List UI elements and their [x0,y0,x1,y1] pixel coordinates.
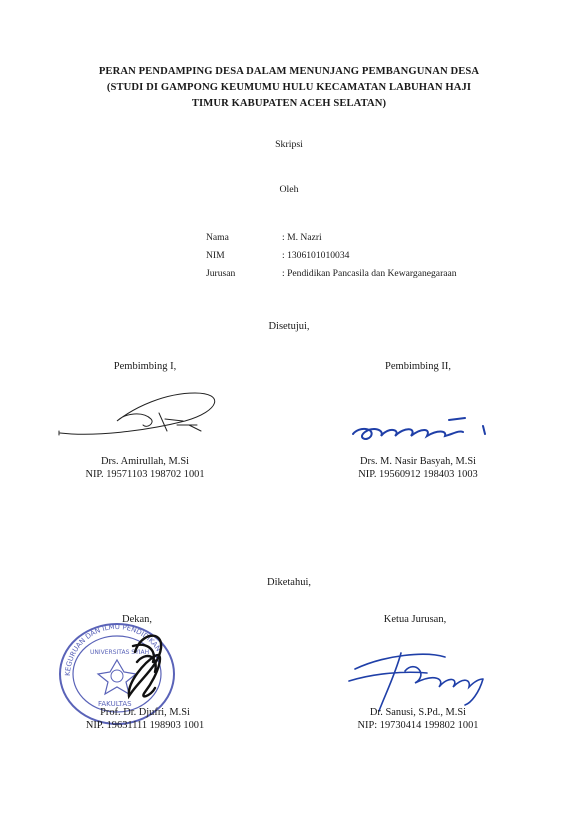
dean-role: Dekan, [121,614,153,625]
advisor1-role: Pembimbing I, [113,361,177,372]
advisor1-block [45,455,245,481]
advisor2-nip: NIP. 19560912 198403 1003 [358,469,478,480]
document-type: Skripsi [275,139,303,150]
advisor1-nip: NIP. 19571103 198702 1001 [85,469,205,480]
advisor2-role: Pembimbing II, [385,361,451,372]
head-block [318,706,518,732]
advisor1-name: Drs. Amirullah, M.Si [100,456,190,467]
head-signature [345,635,495,715]
stamp-text-top: KEGURUAN DAN ILMU PENDIDIKAN [63,622,163,677]
title-line-2: (STUDI DI GAMPONG KEUMUMU HULU KECAMATAN LABUHAN HAJI [106,82,472,93]
head-nip: NIP: 19730414 199802 1001 [357,720,479,731]
stamp-text-mid: UNIVERSITAS SYIAH [90,649,150,656]
department-label: Jurusan [206,268,236,279]
title-line-3: TIMUR KABUPATEN ACEH SELATAN) [191,98,387,109]
name-value: : M. Nazri [282,232,322,243]
head-name: Dr. Sanusi, S.Pd., M.Si [369,707,467,718]
acknowledged-label: Diketahui, [266,577,312,588]
dean-block [45,706,245,732]
dean-nip: NIP. 19631111 198903 1001 [85,720,205,731]
advisor2-block [318,455,518,481]
head-role: Ketua Jurusan, [383,614,447,625]
department-value: : Pendidikan Pancasila dan Kewarganegaraan [282,268,457,279]
nim-label: NIM [206,250,225,261]
advisor1-signature [55,385,235,445]
approved-label: Disetujui, [268,321,310,332]
advisor2-name: Drs. M. Nasir Basyah, M.Si [359,456,477,467]
stamp-text-bottom: FAKULTAS [98,700,132,708]
advisor2-signature [345,412,505,452]
dean-name: Prof. Dr. Djufri, M.Si [100,707,190,718]
thesis-title [60,64,518,112]
title-line-1: PERAN PENDAMPING DESA DALAM MENUNJANG PEMBANGUNAN DESA [98,66,480,77]
name-label: Nama [206,232,229,243]
by-label: Oleh [279,184,299,195]
nim-value: : 1306101010034 [282,250,350,261]
dean-signature [115,622,185,712]
